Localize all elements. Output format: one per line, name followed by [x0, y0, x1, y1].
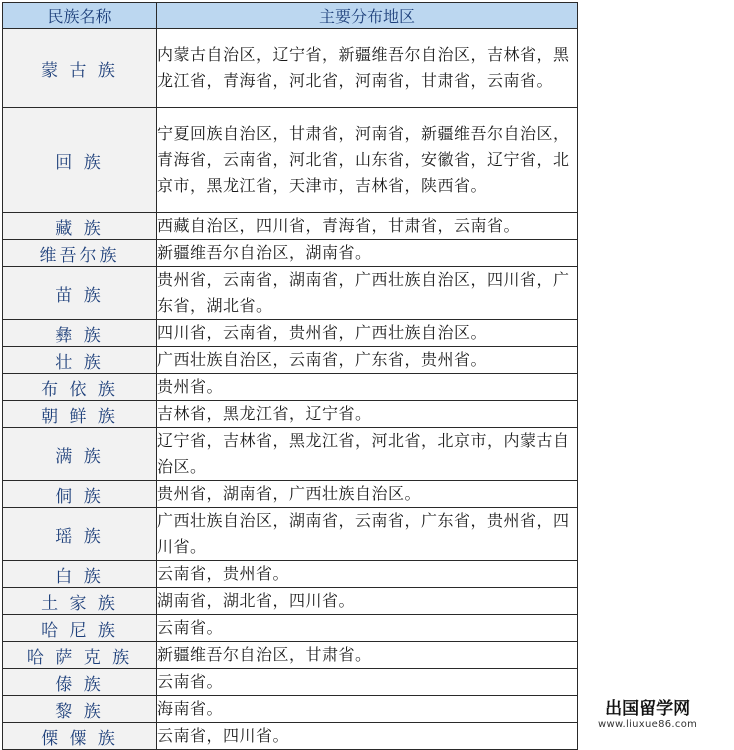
table-row	[3, 267, 578, 320]
ethnic-name-cell: 满 族	[3, 428, 157, 481]
table-row	[3, 320, 578, 347]
ethnic-name-cell: 回 族	[3, 108, 157, 213]
table-row	[3, 615, 578, 642]
ethnic-name-cell: 傈 僳 族	[3, 723, 157, 750]
table-row	[3, 213, 578, 240]
region-cell: 内蒙古自治区，辽宁省，新疆维吾尔自治区，吉林省，黑龙江省，青海省，河北省，河南省，甘肃省，云南省。	[157, 29, 578, 108]
region-cell: 辽宁省，吉林省，黑龙江省，河北省，北京市，内蒙古自治区。	[157, 428, 578, 481]
ethnic-name-cell: 维吾尔族	[3, 240, 157, 267]
table-row	[3, 240, 578, 267]
table-row	[3, 588, 578, 615]
region-cell: 贵州省，湖南省，广西壮族自治区。	[157, 481, 578, 508]
region-cell: 海南省。	[157, 696, 578, 723]
header-ethnic-name: 民族名称	[3, 3, 157, 29]
table-row	[3, 696, 578, 723]
table-row	[3, 374, 578, 401]
region-cell: 西藏自治区，四川省，青海省，甘肃省，云南省。	[157, 213, 578, 240]
region-cell: 云南省，四川省。	[157, 723, 578, 750]
ethnic-name-cell: 白 族	[3, 561, 157, 588]
region-cell: 云南省。	[157, 615, 578, 642]
watermark-url: www.liuxue86.com	[598, 719, 698, 730]
region-cell: 贵州省，云南省，湖南省，广西壮族自治区，四川省，广东省，湖北省。	[157, 267, 578, 320]
region-cell: 广西壮族自治区，云南省，广东省，贵州省。	[157, 347, 578, 374]
table-row	[3, 642, 578, 669]
ethnic-name-cell: 瑶 族	[3, 508, 157, 561]
region-cell: 吉林省，黑龙江省，辽宁省。	[157, 401, 578, 428]
table-row	[3, 108, 578, 213]
ethnic-name-cell: 朝 鲜 族	[3, 401, 157, 428]
ethnic-name-cell: 侗 族	[3, 481, 157, 508]
region-cell: 云南省，贵州省。	[157, 561, 578, 588]
region-cell: 广西壮族自治区，湖南省，云南省，广东省，贵州省，四川省。	[157, 508, 578, 561]
region-cell: 云南省。	[157, 669, 578, 696]
table-row	[3, 401, 578, 428]
table-row	[3, 669, 578, 696]
table-row	[3, 347, 578, 374]
region-cell: 新疆维吾尔自治区，湖南省。	[157, 240, 578, 267]
watermark-title: 出国留学网	[605, 699, 691, 719]
table-row	[3, 561, 578, 588]
ethnic-name-cell: 苗 族	[3, 267, 157, 320]
ethnic-name-cell: 壮 族	[3, 347, 157, 374]
table-header-row	[3, 3, 578, 29]
ethnic-name-cell: 黎 族	[3, 696, 157, 723]
table-row	[3, 508, 578, 561]
ethnic-name-cell: 土 家 族	[3, 588, 157, 615]
ethnic-name-cell: 哈 尼 族	[3, 615, 157, 642]
ethnic-name-cell: 傣 族	[3, 669, 157, 696]
ethnic-distribution-table	[2, 2, 578, 750]
ethnic-name-cell: 布 依 族	[3, 374, 157, 401]
ethnic-name-cell: 哈 萨 克 族	[3, 642, 157, 669]
region-cell: 贵州省。	[157, 374, 578, 401]
table-row	[3, 481, 578, 508]
header-distribution: 主要分布地区	[157, 3, 578, 29]
ethnic-name-cell: 彝 族	[3, 320, 157, 347]
region-cell: 新疆维吾尔自治区，甘肃省。	[157, 642, 578, 669]
table-row	[3, 428, 578, 481]
ethnic-name-cell: 蒙 古 族	[3, 29, 157, 108]
region-cell: 四川省，云南省，贵州省，广西壮族自治区。	[157, 320, 578, 347]
region-cell: 宁夏回族自治区，甘肃省，河南省，新疆维吾尔自治区，青海省，云南省，河北省，山东省，安徽省，辽宁省，北京市，黑龙江省，天津市，吉林省，陕西省。	[157, 108, 578, 213]
region-cell: 湖南省，湖北省，四川省。	[157, 588, 578, 615]
table-row	[3, 723, 578, 750]
site-watermark	[598, 694, 697, 730]
table-row	[3, 29, 578, 108]
ethnic-name-cell: 藏 族	[3, 213, 157, 240]
